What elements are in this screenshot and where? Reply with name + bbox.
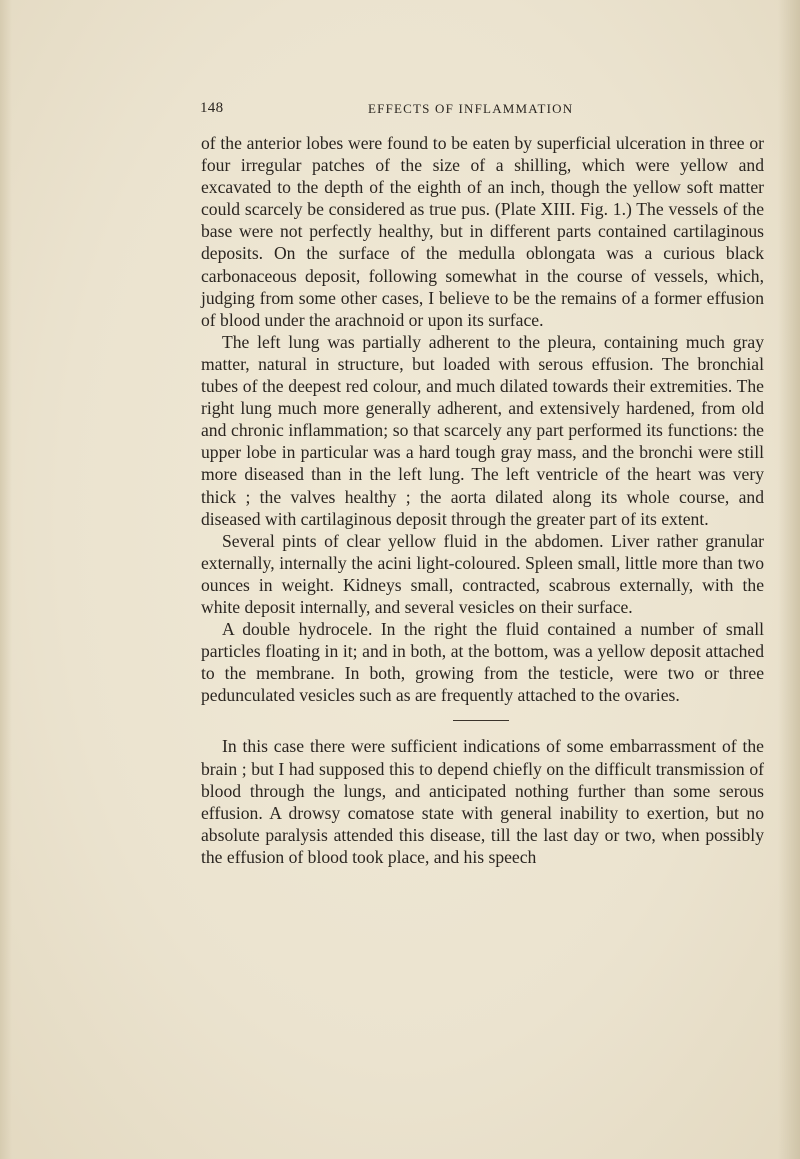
running-head: [200, 100, 760, 122]
page-number: 148: [200, 100, 224, 116]
section-divider-rule: [453, 720, 509, 721]
paragraph-lungs: The left lung was partially adherent to the pleura, containing much gray matter, natural in structure, but loaded with serous effusion. The bronchial tubes of the deepest red colour, and much dilated towards their extremities. The right lung much more generally adherent, and extensively hardened, from old and chronic inflammation; so that scarcely any part performed its functions: the upper lobe in particular was a hard tough gray mass, and the bronchi were still more diseased than in the left lung. The left ventricle of the heart was very thick ; the valves healthy ; the aorta dilated along its whole course, and diseased with cartilaginous deposit through the greater part of its extent.: [201, 331, 764, 529]
body-text: [201, 132, 764, 868]
paragraph-hydrocele: A double hydrocele. In the right the fluid contained a number of small particles floating in it; and in both, at the bottom, was a yellow deposit attached to the membrane. In both, growing from the testicle, were two or three pedunculated vesicles such as are frequently attached to the ovaries.: [201, 619, 764, 706]
paragraph-continued: of the anterior lobes were found to be eaten by superficial ulceration in three or four irregular patches of the size of a shilling, which were yellow and excavated to the depth of the eighth of an inch, though the yellow soft matter could scarcely be considered as true pus. (Plate XIII. Fig. 1.) The vessels of the base were not perfectly healthy, but in different parts contained cartilaginous deposits. On the surface of the medulla oblongata was a curious black carbonaceous deposit, following somewhat in the course of vessels, which, judging from some other cases, I believe to be the remains of a former effusion of blood under the arachnoid or upon its surface.: [201, 133, 764, 330]
page-edge-shadow: [778, 0, 800, 1159]
paragraph-abdomen: Several pints of clear yellow fluid in the abdomen. Liver rather granular externally, internally the acini light-coloured. Spleen small, little more than two ounces in weight. Kidneys small, contracted, scabrous externally, with the white deposit internally, and several vesicles on their surface.: [201, 530, 764, 617]
page-gutter-shadow: [0, 0, 12, 1159]
paragraph-commentary: In this case there were sufficient indications of some embarrassment of the brain ; but I had supposed this to depend chiefly on the difficult transmission of blood through the lungs, and anticipated nothing further than some serous effusion. A drowsy comatose state with general inability to exertion, but no absolute paralysis attended this disease, till the last day or two, when possibly the effusion of blood took place, and his speech: [201, 736, 764, 867]
running-title: EFFECTS OF INFLAMMATION: [368, 101, 574, 116]
